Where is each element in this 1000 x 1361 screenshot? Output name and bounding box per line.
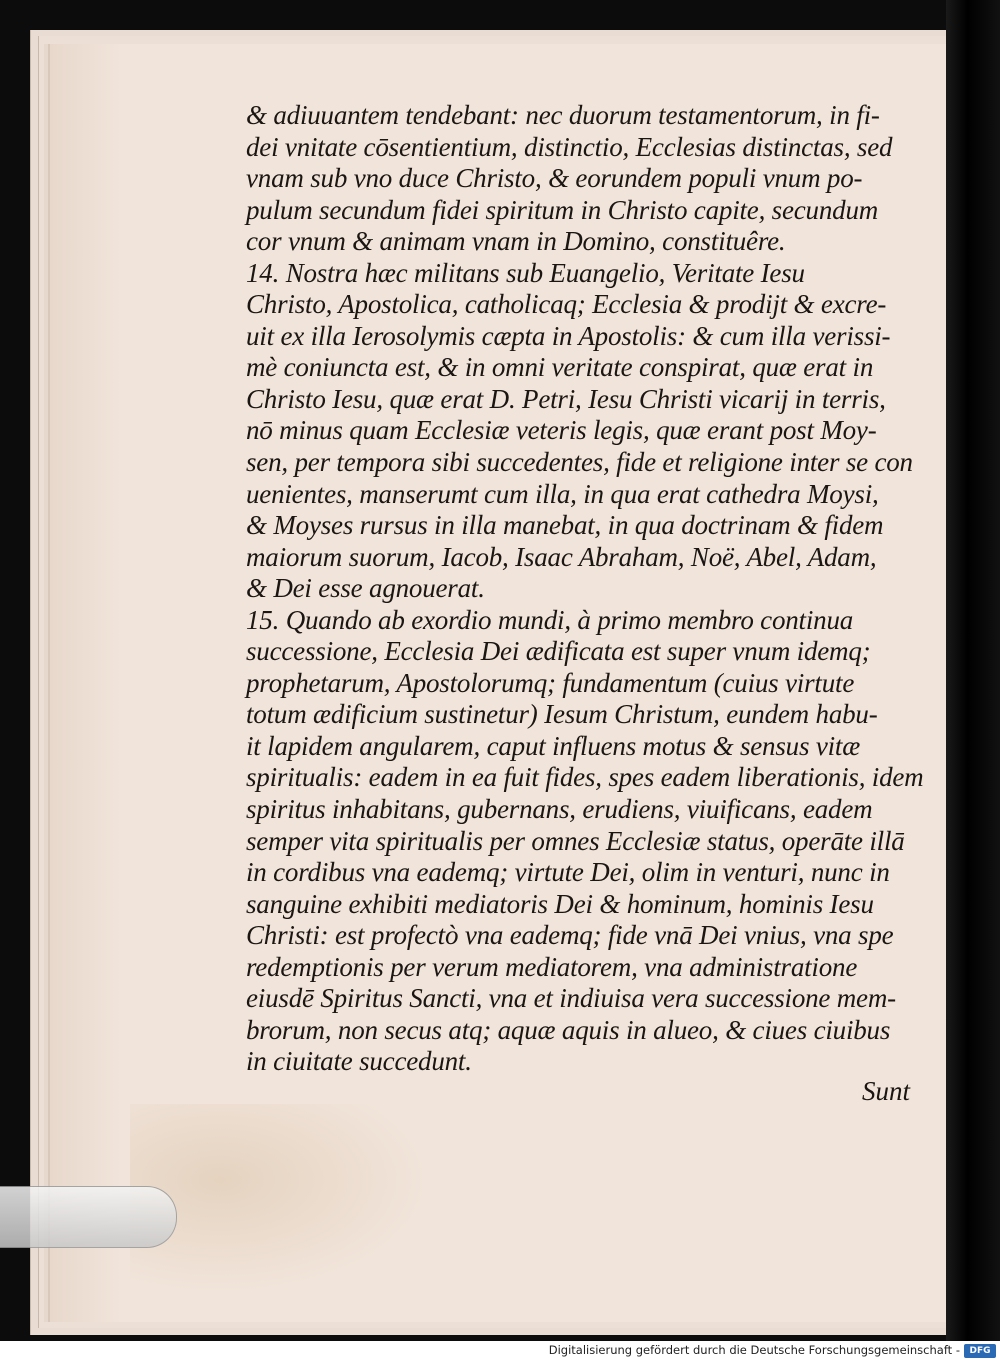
text-line: sen, per tempora sibi succedentes, fide et religione inter se con (246, 447, 913, 478)
text-line: Christo Iesu, quæ erat D. Petri, Iesu Christi vicarij in terris, (246, 383, 886, 414)
text-line: uit ex illa Ierosolymis cæpta in Apostolis: & cum illa verissi- (246, 320, 891, 351)
text-line: vnam sub vno duce Christo, & eorundem populi vnum po- (246, 163, 863, 194)
text-line: redemptionis per verum mediatorem, vna administratione (246, 951, 858, 982)
body-text (246, 100, 946, 1078)
funding-credit: Digitalisierung gefördert durch die Deutsche Forschungsgemeinschaft - (548, 1343, 960, 1357)
text-line: uenientes, manserumt cum illa, in qua erat cathedra Moysi, (246, 478, 879, 509)
text-line: prophetarum, Apostolorumq; fundamentum (cuius virtute (246, 667, 855, 698)
text-line: Christo, Apostolica, catholicaq; Ecclesia & prodijt & excre- (246, 289, 887, 320)
text-line: it lapidem angularem, caput influens motus & sensus vitæ (246, 730, 861, 761)
water-stain (130, 1104, 430, 1294)
text-line: semper vita spiritualis per omnes Ecclesiæ status, operāte illā (246, 825, 905, 856)
text-line: totum ædificium sustinetur) Iesum Christum, eundem habu- (246, 699, 878, 730)
text-line: Christi: est profectò vna eademq; fide vnā Dei vnius, vna spe (246, 920, 894, 951)
text-line: pulum secundum fidei spiritum in Christo capite, secundum (246, 194, 879, 225)
dfg-logo: DFG (964, 1344, 996, 1358)
text-line: in cordibus vna eademq; virtute Dei, olim in venturi, nunc in (246, 857, 890, 888)
book-binding-edge (946, 0, 1000, 1341)
text-line: 15. Quando ab exordio mundi, à primo membro continua (246, 604, 854, 635)
text-line: spiritualis: eadem in ea fuit fides, spes eadem liberationis, idem (246, 762, 924, 793)
footer-bar (0, 1341, 1000, 1361)
text-line: spiritus inhabitans, gubernans, erudiens, viuificans, eadem (246, 794, 873, 825)
text-line: & Dei esse agnouerat. (246, 573, 485, 604)
text-line: nō minus quam Ecclesiæ veteris legis, quæ erant post Moy- (246, 415, 877, 446)
text-line: cor vnum & animam vnam in Domino, constituêre. (246, 226, 786, 257)
text-line: & adiuuantem tendebant: nec duorum testamentorum, in fi- (246, 100, 880, 130)
text-line: & Moyses rursus in illa manebat, in qua doctrinam & fidem (246, 510, 884, 541)
page-fold-shadow (50, 44, 122, 1322)
text-line: successione, Ecclesia Dei ædificata est super vnum idemq; (246, 636, 871, 667)
text-line: eiusdē Spiritus Sancti, vna et indiuisa vera successione mem- (246, 983, 896, 1014)
catchword: Sunt (862, 1076, 911, 1106)
text-line: dei vnitate cōsentientium, distinctio, Ecclesias distinctas, sed (246, 131, 893, 162)
text-line: mè coniuncta est, & in omni veritate conspirat, quæ erat in (246, 352, 874, 383)
text-line: 14. Nostra hæc militans sub Euangelio, Veritate Iesu (246, 257, 805, 288)
text-line: brorum, non secus atq; aquæ aquis in alueo, & ciues ciuibus (246, 1014, 891, 1045)
text-line: maiorum suorum, Iacob, Isaac Abraham, Noë, Abel, Adam, (246, 541, 877, 572)
page-holder-clip (0, 1186, 177, 1248)
text-line: sanguine exhibiti mediatoris Dei & hominum, hominis Iesu (246, 888, 874, 919)
text-line: in ciuitate succedunt. (246, 1046, 472, 1077)
